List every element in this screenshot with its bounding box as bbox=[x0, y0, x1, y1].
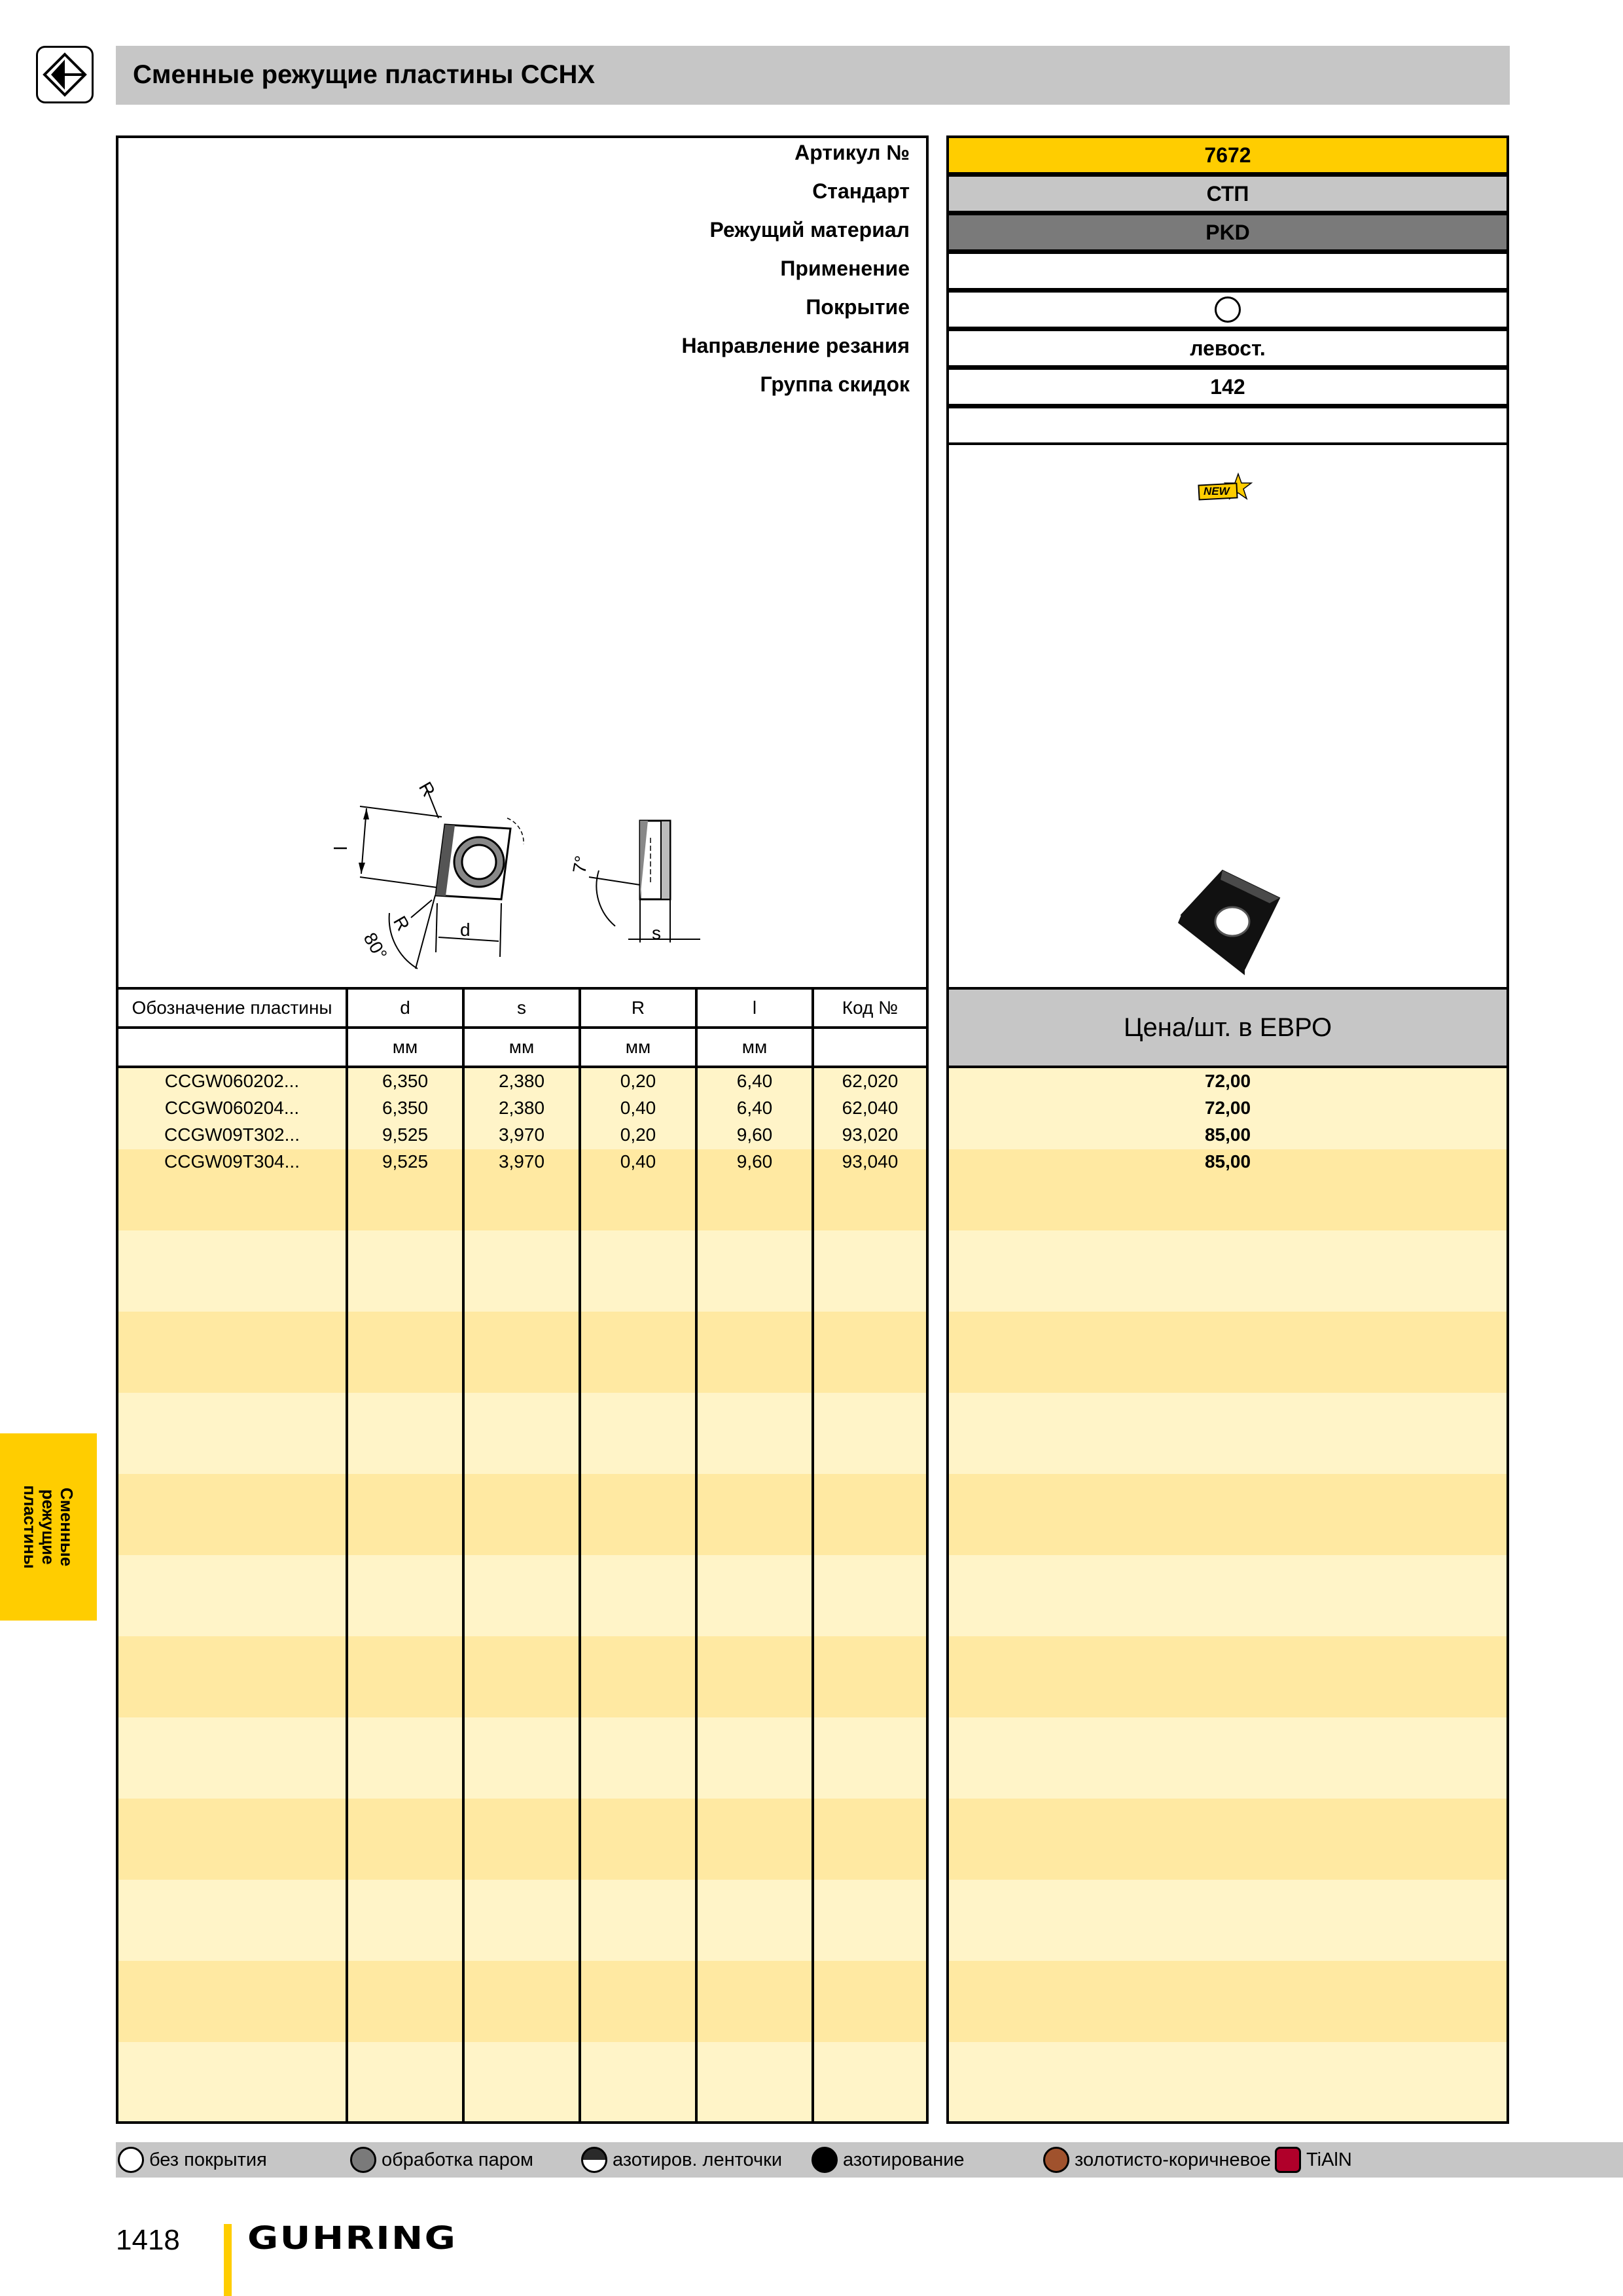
table-stripe bbox=[949, 1880, 1507, 1961]
drawing-label-l: l bbox=[330, 846, 351, 851]
table-stripe bbox=[949, 1961, 1507, 2042]
table-stripe bbox=[118, 2042, 926, 2121]
legend-label-uncoated: без покрытия bbox=[149, 2149, 267, 2170]
label-article-no: Артикул № bbox=[794, 141, 910, 164]
table-cell-l: 6,40 bbox=[736, 1098, 773, 1118]
legend-label-tialn: TiAlN bbox=[1306, 2149, 1352, 2170]
label-standard: Стандарт bbox=[812, 179, 910, 203]
table-cell-l: 9,60 bbox=[736, 1151, 773, 1172]
table-stripe bbox=[949, 1230, 1507, 1312]
table-cell-designation: CCGW09T302... bbox=[164, 1124, 300, 1145]
value-cutting-direction: левост. bbox=[946, 329, 1509, 368]
table-cell-code: 62,040 bbox=[842, 1098, 899, 1118]
table-stripe bbox=[949, 1555, 1507, 1636]
unit-r: мм bbox=[625, 1037, 651, 1057]
table-cell-r: 0,20 bbox=[620, 1124, 656, 1145]
drawing-label-s: s bbox=[652, 923, 661, 943]
value-cutting-material: PKD bbox=[946, 213, 1509, 252]
table-cell-code: 93,040 bbox=[842, 1151, 899, 1172]
table-cell-s: 3,970 bbox=[498, 1124, 545, 1145]
label-cutting-direction: Направление резания bbox=[681, 334, 910, 357]
page-number: 1418 bbox=[116, 2224, 180, 2256]
table-stripe bbox=[118, 1717, 926, 1799]
table-cell-price: 85,00 bbox=[1204, 1151, 1251, 1172]
unit-s: мм bbox=[508, 1037, 535, 1057]
value-empty-row bbox=[946, 406, 1509, 445]
table-cell-r: 0,40 bbox=[620, 1098, 656, 1118]
steam-treated-icon bbox=[350, 2147, 376, 2173]
legend-label-nitrided: азотирование bbox=[843, 2149, 965, 2170]
table-stripe bbox=[118, 1474, 926, 1555]
side-tab-label bbox=[21, 1485, 76, 1569]
side-tab-line-1: Сменные bbox=[57, 1487, 77, 1567]
table-cell-s: 2,380 bbox=[498, 1071, 545, 1091]
brand-logo-icon bbox=[36, 46, 94, 103]
side-tab bbox=[0, 1433, 97, 1621]
unit-d: мм bbox=[392, 1037, 418, 1057]
new-badge-label: NEW bbox=[1204, 485, 1230, 497]
nitrided-icon bbox=[812, 2147, 838, 2173]
side-tab-line-2: режущие bbox=[39, 1489, 58, 1565]
table-stripe bbox=[118, 1312, 926, 1393]
table-cell-d: 6,350 bbox=[382, 1071, 429, 1091]
header-l: l bbox=[752, 997, 757, 1018]
drawing-label-d: d bbox=[460, 920, 471, 940]
legend-label-gold-brown: золотисто-коричневое bbox=[1075, 2149, 1271, 2170]
table-cell-d: 9,525 bbox=[382, 1124, 429, 1145]
uncoated-circle-icon bbox=[1215, 296, 1241, 323]
value-coating bbox=[946, 290, 1509, 329]
drawing-label-r-bottom: R bbox=[389, 912, 414, 935]
table-cell-l: 9,60 bbox=[736, 1124, 773, 1145]
table-stripe bbox=[118, 1880, 926, 1961]
table-cell-l: 6,40 bbox=[736, 1071, 773, 1091]
table-stripe bbox=[949, 1636, 1507, 1717]
table-cell-code: 93,020 bbox=[842, 1124, 899, 1145]
header-s: s bbox=[517, 997, 526, 1018]
table-cell-d: 9,525 bbox=[382, 1151, 429, 1172]
table-cell-price: 72,00 bbox=[1204, 1098, 1251, 1118]
table-stripe bbox=[118, 1393, 926, 1474]
header-designation: Обозначение пластины bbox=[132, 997, 332, 1018]
legend-label-steam: обработка паром bbox=[382, 2149, 533, 2170]
drawing-label-angle-80: 80° bbox=[359, 929, 391, 963]
table-stripe bbox=[949, 1312, 1507, 1393]
table-stripe bbox=[949, 1393, 1507, 1474]
table-cell-s: 3,970 bbox=[498, 1151, 545, 1172]
gold-brown-icon bbox=[1043, 2147, 1069, 2173]
uncoated-icon bbox=[118, 2147, 144, 2173]
table-cell-code: 62,020 bbox=[842, 1071, 899, 1091]
label-application: Применение bbox=[780, 257, 910, 280]
drawing-label-r-top: R bbox=[415, 778, 440, 800]
table-stripe bbox=[118, 1799, 926, 1880]
table-stripe bbox=[118, 1636, 926, 1717]
page-title: Сменные режущие пластины CCHX bbox=[133, 60, 596, 89]
unit-designation bbox=[118, 1029, 346, 1066]
table-cell-r: 0,20 bbox=[620, 1071, 656, 1091]
table-cell-s: 2,380 bbox=[498, 1098, 545, 1118]
table-stripe bbox=[949, 2042, 1507, 2121]
insert-product-photo bbox=[1171, 864, 1289, 975]
header-code: Код № bbox=[842, 997, 899, 1018]
label-cutting-material: Режущий материал bbox=[709, 218, 910, 242]
unit-l: мм bbox=[741, 1037, 768, 1057]
footer-accent-bar bbox=[224, 2224, 232, 2296]
table-cell-price: 85,00 bbox=[1204, 1124, 1251, 1145]
table-stripe bbox=[949, 1474, 1507, 1555]
table-stripe bbox=[949, 1799, 1507, 1880]
nitrided-lands-icon bbox=[581, 2147, 607, 2173]
legend-label-nitrided-lands: азотиров. ленточки bbox=[613, 2149, 783, 2170]
value-article-no: 7672 bbox=[946, 135, 1509, 175]
drawing-label-angle-7: 7° bbox=[569, 854, 592, 875]
table-cell-designation: CCGW060204... bbox=[164, 1098, 300, 1118]
unit-code bbox=[814, 1029, 926, 1066]
header-d: d bbox=[400, 997, 410, 1018]
value-discount-group: 142 bbox=[946, 367, 1509, 406]
value-standard: СТП bbox=[946, 174, 1509, 213]
tialn-icon bbox=[1275, 2147, 1301, 2173]
table-cell-designation: CCGW060202... bbox=[164, 1071, 300, 1091]
insert-technical-drawing bbox=[340, 772, 720, 975]
price-header: Цена/шт. в ЕВРО bbox=[949, 990, 1507, 1066]
brand-name: GUHRING bbox=[247, 2220, 457, 2257]
table-cell-d: 6,350 bbox=[382, 1098, 429, 1118]
table-cell-price: 72,00 bbox=[1204, 1071, 1251, 1091]
value-application bbox=[946, 251, 1509, 291]
table-cell-designation: CCGW09T304... bbox=[164, 1151, 300, 1172]
table-stripe bbox=[118, 1961, 926, 2042]
label-coating: Покрытие bbox=[806, 295, 910, 319]
label-discount-group: Группа скидок bbox=[760, 372, 910, 396]
new-badge-icon bbox=[1198, 473, 1253, 510]
table-cell-r: 0,40 bbox=[620, 1151, 656, 1172]
side-tab-line-3: пластины bbox=[20, 1485, 40, 1569]
table-stripe bbox=[118, 1555, 926, 1636]
table-stripe bbox=[118, 1230, 926, 1312]
table-stripe bbox=[949, 1717, 1507, 1799]
header-r: R bbox=[631, 997, 645, 1018]
